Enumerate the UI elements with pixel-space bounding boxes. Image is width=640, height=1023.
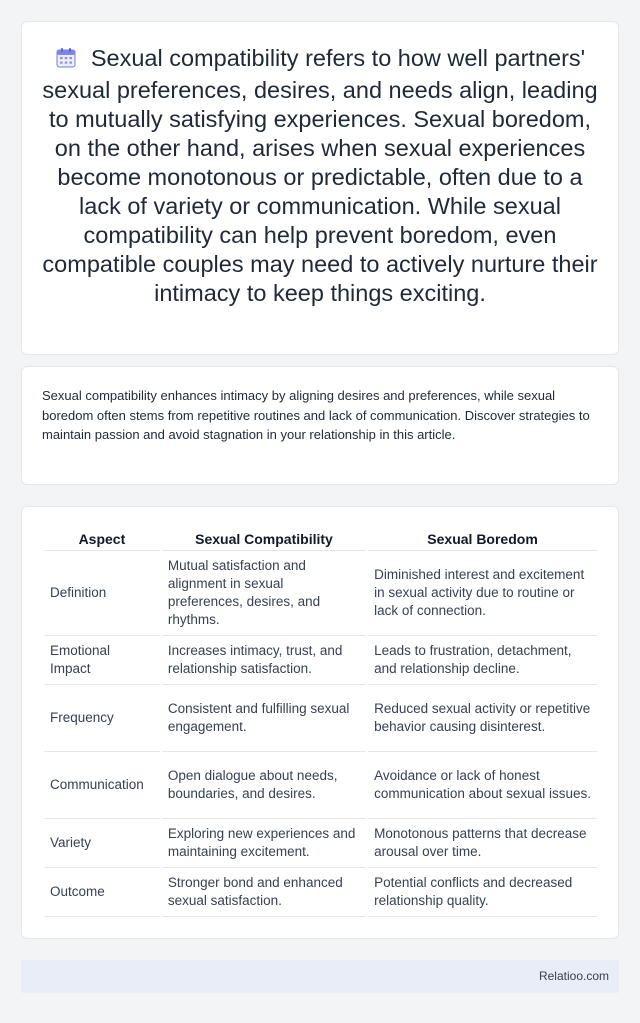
table-row [44, 685, 597, 752]
header-sexual-boredom: Sexual Boredom [368, 527, 597, 551]
comparison-table [42, 527, 599, 917]
comparison-card [21, 506, 619, 939]
row-aspect: Variety [44, 819, 160, 868]
table-row [44, 752, 597, 819]
row-compatibility: Mutual satisfaction and alignment in sexual preferences, desires, and rhythms. [162, 551, 366, 636]
row-compatibility: Stronger bond and enhanced sexual satisfaction. [162, 868, 366, 917]
summary-card [21, 21, 619, 355]
header-aspect: Aspect [44, 527, 160, 551]
table-row [44, 868, 597, 917]
row-compatibility: Increases intimacy, trust, and relationship satisfaction. [162, 636, 366, 685]
row-compatibility: Consistent and fulfilling sexual engagement. [162, 685, 366, 752]
table-row [44, 819, 597, 868]
row-boredom: Avoidance or lack of honest communication about sexual issues. [368, 752, 597, 819]
table-row [44, 636, 597, 685]
footer [21, 960, 619, 993]
row-boredom: Potential conflicts and decreased relationship quality. [368, 868, 597, 917]
row-aspect: Communication [44, 752, 160, 819]
row-compatibility: Open dialogue about needs, boundaries, and desires. [162, 752, 366, 819]
row-boredom: Leads to frustration, detachment, and relationship decline. [368, 636, 597, 685]
footer-brand[interactable]: Relatioo.com [538, 969, 609, 983]
summary-text: Sexual compatibility refers to how well partners' sexual preferences, desires, and needs align, leading to mutually satisfying experiences. Sexual boredom, on the other hand, arises when sexual experiences become monotonous or predictable, often due to a lack of variety or communication. While sexual compatibility can help prevent boredom, even compatible couples may need to actively nurture their intimacy to keep things exciting. [42, 45, 598, 306]
row-boredom: Monotonous patterns that decrease arousal over time. [368, 819, 597, 868]
row-aspect: Definition [44, 551, 160, 636]
table-header-row [44, 527, 597, 551]
row-aspect: Frequency [44, 685, 160, 752]
row-boredom: Reduced sexual activity or repetitive behavior causing disinterest. [368, 685, 597, 752]
row-compatibility: Exploring new experiences and maintaining excitement. [162, 819, 366, 868]
table-row [44, 551, 597, 636]
row-boredom: Diminished interest and excitement in sexual activity due to routine or lack of connection. [368, 551, 597, 636]
row-aspect: Emotional Impact [44, 636, 160, 685]
intro-text: Sexual compatibility enhances intimacy by aligning desires and preferences, while sexual boredom often stems from repetitive routines and lack of communication. Discover strategies to maintain passion and avoid stagnation in your relationship in this article. [42, 388, 590, 442]
row-aspect: Outcome [44, 868, 160, 917]
calendar-icon [55, 47, 77, 76]
intro-card [21, 366, 619, 485]
summary-headline [22, 22, 618, 308]
header-sexual-compatibility: Sexual Compatibility [162, 527, 366, 551]
